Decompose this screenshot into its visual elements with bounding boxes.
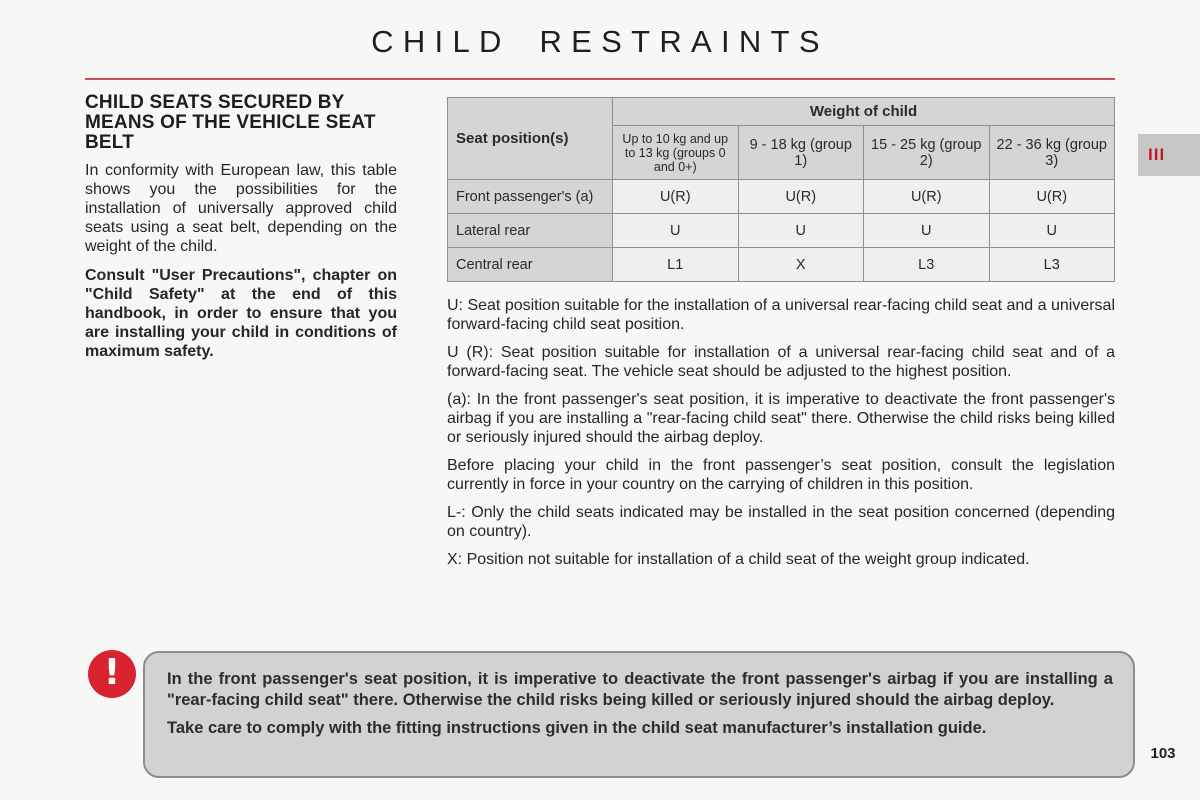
row-label-front-passenger: Front passenger's (a) [448,180,613,214]
child-seat-table [447,97,1115,282]
table-group-header: Weight of child [613,98,1115,126]
exclamation-circle-icon [88,650,136,698]
weight-col-header-2: 15 - 25 kg (group 2) [864,126,990,180]
table-row [448,214,1115,248]
consult-paragraph: Consult "User Precautions", chapter on "Child Safety" at the end of this handbook, in order to ensure that you are installing your child in conditions of maximum safety. [85,267,397,360]
row-label-central-rear: Central rear [448,248,613,282]
cell-value: U(R) [613,180,739,214]
cell-value: L1 [613,248,739,282]
cell-value: L3 [864,248,990,282]
cell-value: U [989,214,1115,248]
table-legend [447,296,1115,569]
weight-col-header-3: 22 - 36 kg (group 3) [989,126,1115,180]
legend-x: X: Position not suitable for installation of a child seat of the weight group indicated. [447,551,1030,568]
title-divider-rule [85,78,1115,80]
legend-ur: U (R): Seat position suitable for installation of a universal rear-facing child seat and of a forward-facing seat. The vehicle seat should be adjusted to the highest position. [447,344,1115,380]
cell-value: U [738,214,864,248]
warning-box [143,651,1135,778]
legend-l: L-: Only the child seats indicated may be installed in the seat position concerned (depending on country). [447,504,1115,540]
legend-u: U: Seat position suitable for the installation of a universal rear-facing child seat and a universal forward-facing child seat position. [447,297,1115,333]
legend-before-placing: Before placing your child in the front passenger’s seat position, consult the legislation currently in force in your country on the carrying of children in this position. [447,457,1115,493]
cell-value: U(R) [738,180,864,214]
intro-paragraph: In conformity with European law, this table shows you the possibilities for the installation of universally approved child seats using a seat belt, depending on the weight of the child. [85,162,397,255]
warning-paragraph-2: Take care to comply with the fitting instructions given in the child seat manufacturer’s installation guide. [167,719,987,737]
right-column [447,97,1115,578]
left-column [85,93,397,371]
cell-value: U(R) [989,180,1115,214]
cell-value: U [613,214,739,248]
page-number: 103 [1150,745,1176,762]
weight-col-header-0: Up to 10 kg and up to 13 kg (groups 0 and 0+) [613,126,739,180]
section-tab-iii [1138,134,1200,176]
row-label-lateral-rear: Lateral rear [448,214,613,248]
table-row [448,248,1115,282]
table-row [448,180,1115,214]
cell-value: L3 [989,248,1115,282]
cell-value: X [738,248,864,282]
legend-a: (a): In the front passenger's seat position, it is imperative to deactivate the front passenger's airbag if you are installing a "rear-facing child seat" there. Otherwise the child risks being killed or seriously injured should the airbag deploy. [447,391,1115,446]
cell-value: U [864,214,990,248]
section-heading: CHILD SEATS SECURED BY MEANS OF THE VEHICLE SEAT BELT [85,92,376,153]
cell-value: U(R) [864,180,990,214]
weight-col-header-1: 9 - 18 kg (group 1) [738,126,864,180]
section-tab-label: III [1148,145,1166,164]
exclamation-glyph: ! [103,652,121,693]
table-corner-header: Seat position(s) [448,98,613,180]
warning-paragraph-1: In the front passenger's seat position, it is imperative to deactivate the front passenger's airbag if you are installing a "rear-facing child seat" there. Otherwise the child risks being killed or seriously injured should the airbag deploy. [167,670,1113,709]
page-title: CHILD RESTRAINTS [371,24,829,59]
